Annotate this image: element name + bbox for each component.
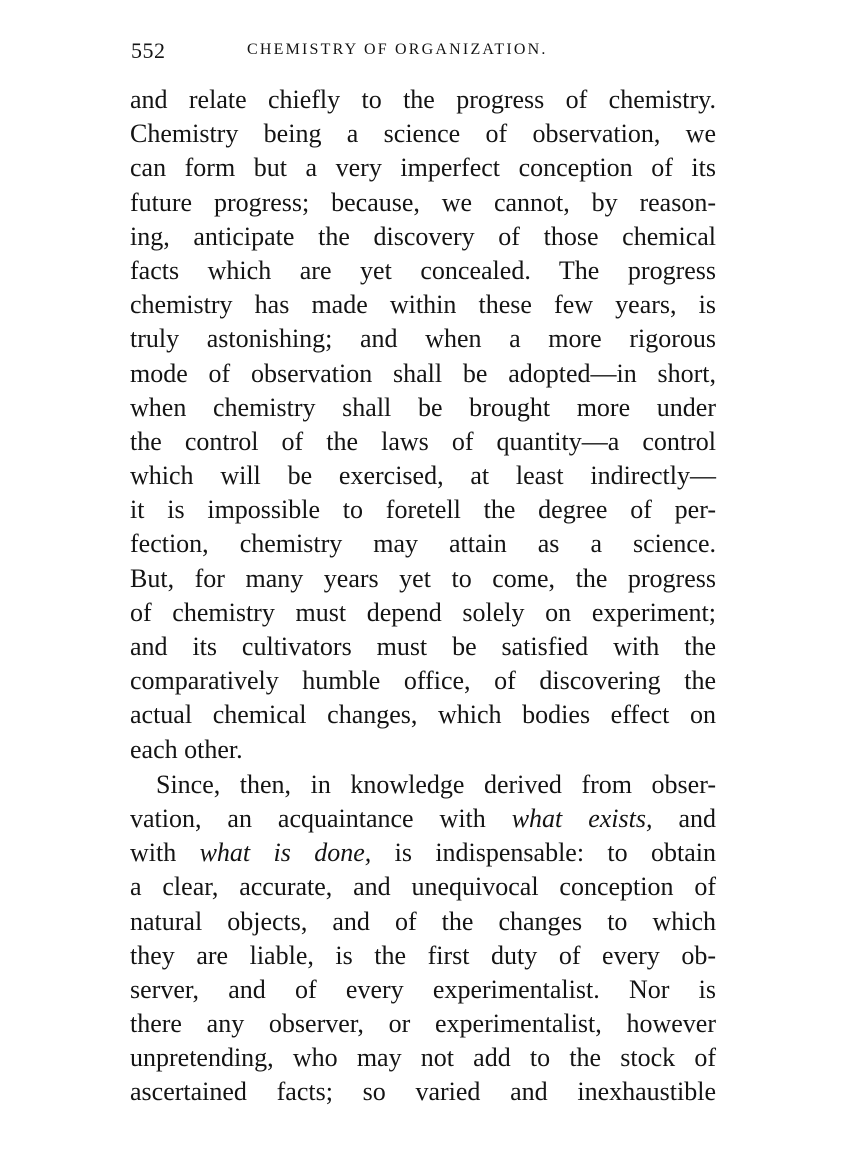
text-line: Chemistry being a science of observation, we [130,119,716,149]
text-line: which will be exercised, at least indirectly— [130,461,716,491]
text-line: each other. [130,734,243,764]
text-run: vation, an acquaintance with [130,803,512,833]
text-line: natural objects, and of the changes to which [130,906,716,936]
paragraph-1 [130,83,716,767]
text-line: a clear, accurate, and unequivocal conception of [130,872,716,902]
running-title: CHEMISTRY OF ORGANIZATION. [247,41,548,58]
running-head [131,38,717,68]
text-line [130,836,716,870]
text-line: Since, then, in knowledge derived from obser- [156,769,716,799]
text-line: when chemistry shall be brought more under [130,392,716,422]
text-line: truly astonishing; and when a more rigorous [130,324,716,354]
text-line: chemistry has made within these few years, is [130,290,716,320]
text-line: of chemistry must depend solely on experiment; [130,597,716,627]
text-line: mode of observation shall be adopted—in short, [130,358,716,388]
text-line: unpretending, who may not add to the stock of [130,1043,716,1073]
text-run: and [652,803,716,833]
text-line: fection, chemistry may attain as a science. [130,529,716,559]
text-line: ascertained facts; so varied and inexhaustible [130,1077,716,1107]
text-line: can form but a very imperfect conception of its [130,153,716,183]
text-run: is indispensable: to obtain [371,838,716,868]
text-line: ing, anticipate the discovery of those chemical [130,221,716,251]
text-line: and relate chiefly to the progress of chemistry. [130,85,716,114]
text-line: the control of the laws of quantity—a control [130,426,716,456]
text-line: actual chemical changes, which bodies effect on [130,700,716,730]
text-line: they are liable, is the first duty of every ob- [130,940,716,970]
paragraph-2 [130,768,716,1110]
text-line: facts which are yet concealed. The progress [130,255,716,285]
text-line: future progress; because, we cannot, by reason- [130,187,716,217]
text-line: comparatively humble office, of discovering the [130,666,716,696]
text-line: server, and of every experimentalist. Nor is [130,974,716,1004]
italic-phrase: what is done, [199,838,372,868]
text-line: there any observer, or experimentalist, however [130,1009,716,1039]
text-line: But, for many years yet to come, the progress [130,563,716,593]
text-line: and its cultivators must be satisfied with the [130,632,716,661]
text-run: with [130,838,200,868]
body-text [130,83,716,1110]
italic-phrase: what exists, [511,803,653,833]
page-number: 552 [131,38,166,63]
text-line [130,802,716,836]
text-line: it is impossible to foretell the degree of per- [130,495,716,525]
